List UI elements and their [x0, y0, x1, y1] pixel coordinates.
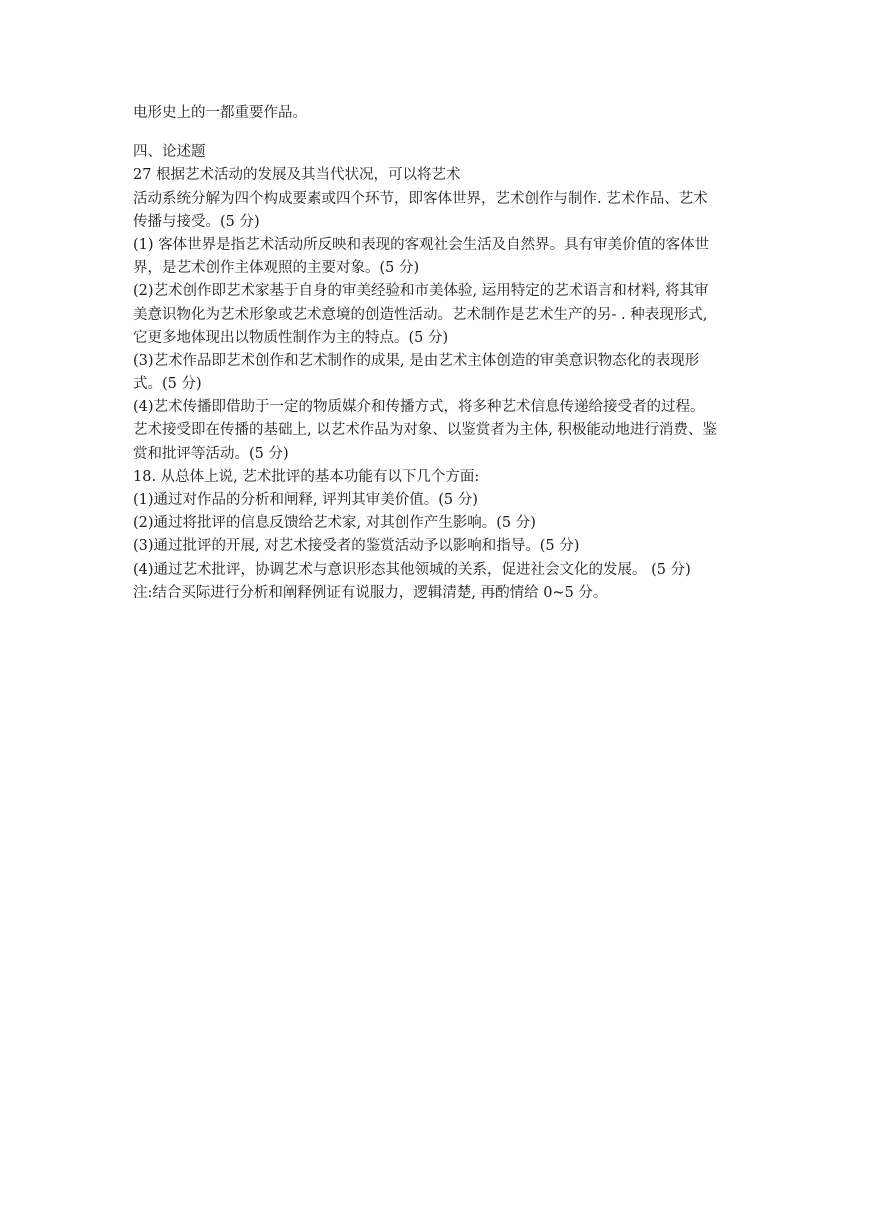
- q27-line: 艺术接受即在传播的基础上, 以艺术作品为对象、以鉴赏者为主体, 积极能动地进行消费、鉴: [133, 422, 717, 439]
- q27-line: 美意识物化为艺术形象或艺术意境的创造性活动。艺术制作是艺术生产的另- . 种表现形式,: [133, 306, 708, 323]
- q18-line: 18. 从总体上说, 艺术批评的基本功能有以下几个方面:: [133, 468, 480, 485]
- document-body: [133, 102, 753, 605]
- q18-line: (2)通过将批评的信息反馈给艺术家, 对其创作产生影响。(5 分): [133, 515, 536, 532]
- q27-line: 活动系统分解为四个构成要素或四个环节，即客体世界，艺术创作与制作. 艺术作品、艺术: [133, 190, 708, 207]
- q27-line: (4)艺术传播即借助于一定的物质媒介和传播方式，将多种艺术信息传递给接受者的过程。: [133, 399, 705, 416]
- q18-line: (3)通过批评的开展, 对艺术接受者的鉴赏活动予以影响和指导。(5 分): [133, 538, 580, 555]
- intro-line: 电形史上的一都重要作品。: [133, 105, 307, 121]
- q27-line: (2)艺术创作即艺术家基于自身的审美经验和市美体验, 运用特定的艺术语言和材料, 将其审: [133, 283, 709, 300]
- q18-line: (4)通过艺术批评，协调艺术与意识形态其他领城的关系，促进社会文化的发展。 (5 分): [133, 561, 691, 578]
- q18-note-line: 注:结合买际进行分析和阐释例证有说服力，逻辑清楚, 再酌情给 0~5 分。: [133, 584, 608, 601]
- q27-line: 27 根据艺术活动的发展及其当代状况，可以将艺术: [133, 167, 461, 184]
- q27-line: (1) 客体世界是指艺术活动所反映和表现的客观社会生活及自然界。具有审美价值的客体世: [133, 236, 710, 253]
- paragraph-gap: [133, 125, 753, 141]
- section-heading: 四、论述题: [133, 144, 206, 161]
- q27-line: 式。(5 分): [133, 376, 202, 393]
- q27-line: 传播与接受。(5 分): [133, 213, 260, 230]
- q27-line: 它更多地体现出以物质性制作为主的特点。(5 分): [133, 329, 449, 346]
- q27-line: (3)艺术作品即艺术创作和艺术制作的成果, 是由艺术主体创造的审美意识物态化的表现形: [133, 352, 700, 369]
- q27-line: 界，是艺术创作主体观照的主要对象。(5 分): [133, 260, 420, 277]
- q18-line: (1)通过对作品的分析和闸释, 评判其审美价值。(5 分): [133, 492, 478, 508]
- q27-line: 赏和批评等活动。(5 分): [133, 445, 289, 462]
